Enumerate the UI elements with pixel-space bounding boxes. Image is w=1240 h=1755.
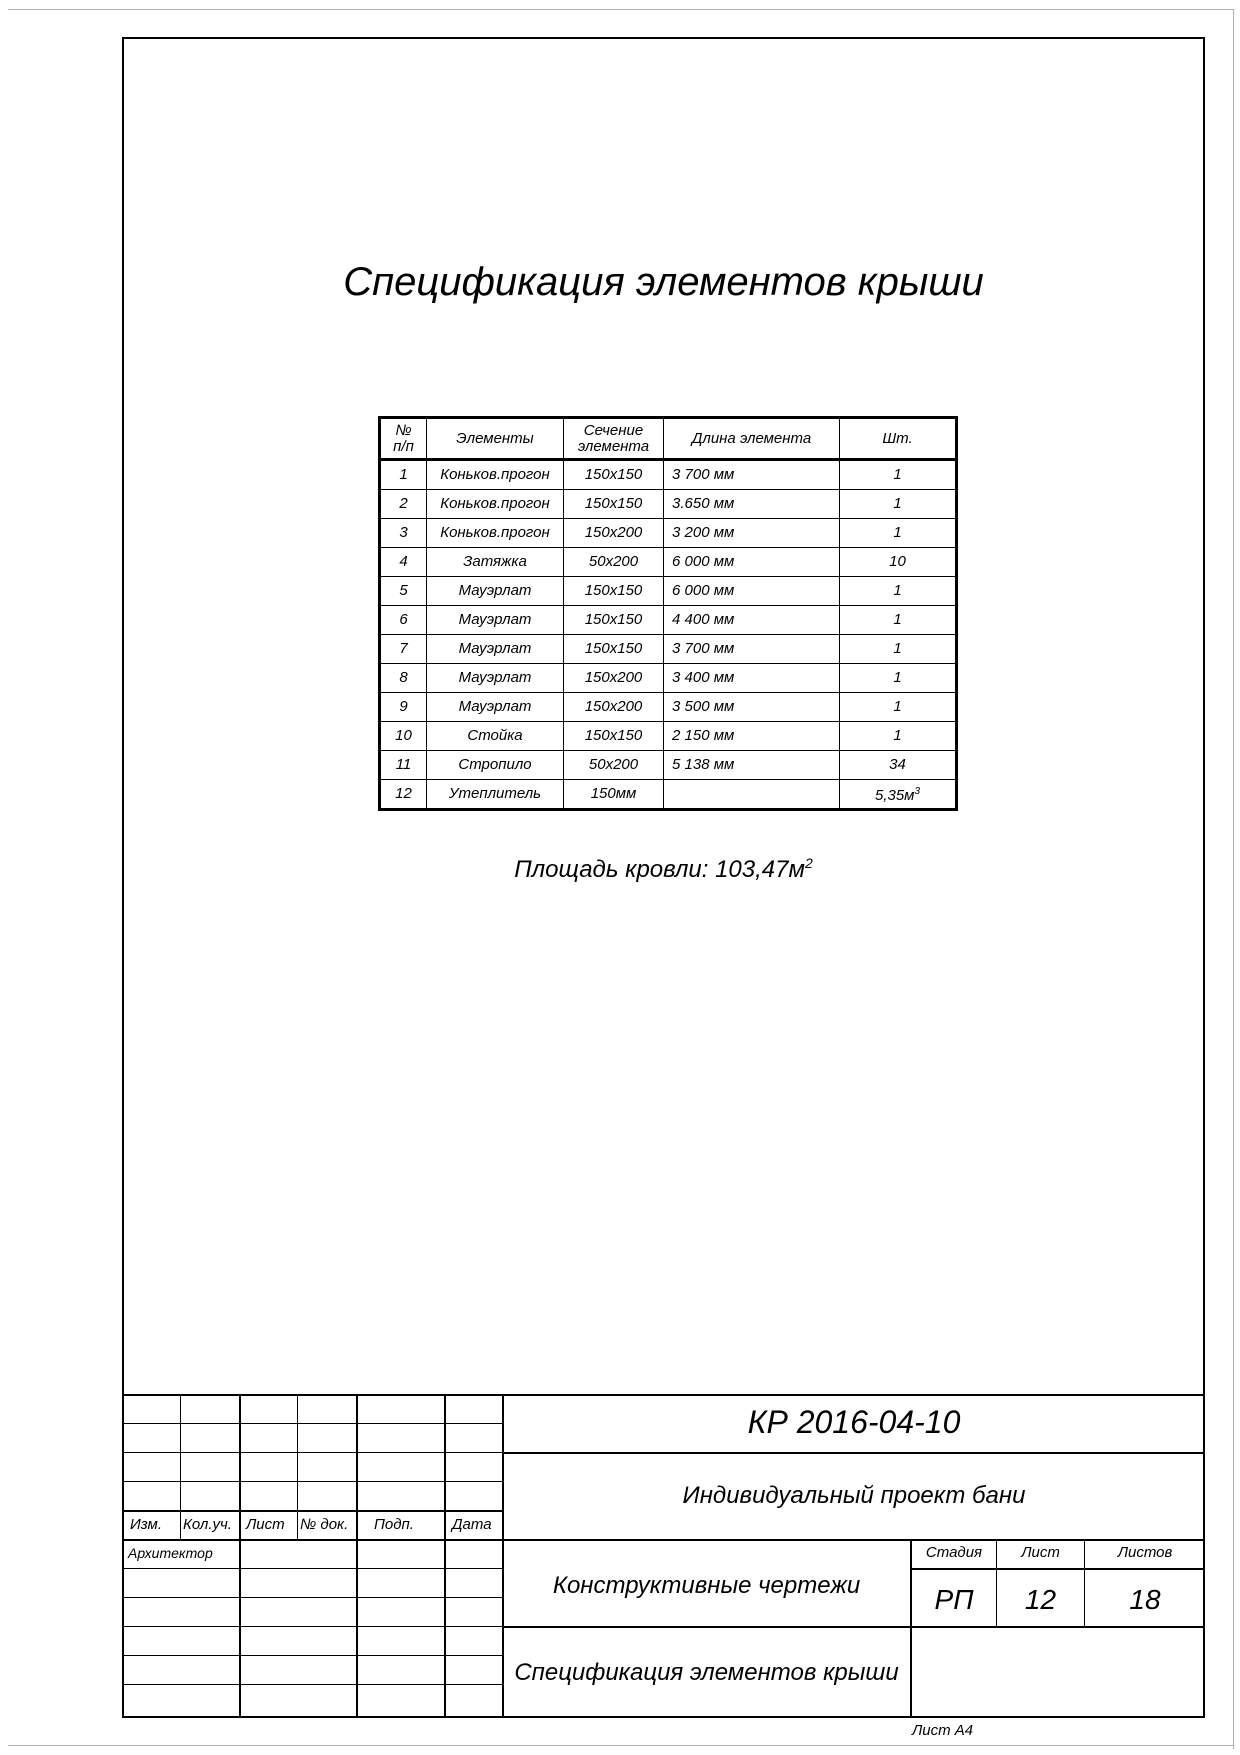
header-qty: Шт. <box>840 418 957 460</box>
document-code: КР 2016-04-10 <box>747 1404 961 1440</box>
cell-element: Мауэрлат <box>427 635 564 664</box>
roof-area: Площадь кровли: $103,47м^2$ <box>514 855 813 883</box>
cell-section: 150х150 <box>564 460 664 490</box>
cell-element: Мауэрлат <box>427 577 564 606</box>
project-name: Индивидуальный проект бани <box>682 1482 1026 1509</box>
table-row <box>380 577 957 606</box>
sheet-edge <box>1233 9 1234 1749</box>
cell-length: 2 150 мм <box>664 722 840 751</box>
cell-num: 9 <box>380 693 427 722</box>
table-row <box>380 693 957 722</box>
cell-element: Коньков.прогон <box>427 490 564 519</box>
cell-qty: 34 <box>840 751 957 780</box>
cell-num: 12 <box>380 780 427 810</box>
stage-value: РП <box>934 1584 974 1615</box>
cell-num: 10 <box>380 722 427 751</box>
cell-element: Мауэрлат <box>427 664 564 693</box>
sheet-label: Лист <box>1021 1544 1060 1561</box>
cell-element: Коньков.прогон <box>427 519 564 548</box>
cell-length: 3 500 мм <box>664 693 840 722</box>
cell-qty: 1 <box>840 722 957 751</box>
cell-length: 3 700 мм <box>664 635 840 664</box>
sheets-label: Листов <box>1117 1544 1173 1561</box>
cell-element: Мауэрлат <box>427 693 564 722</box>
cell-element: Стропило <box>427 751 564 780</box>
cell-section: 150х150 <box>564 722 664 751</box>
cell-qty: 1 <box>840 460 957 490</box>
col-label-date: Дата <box>452 1516 492 1533</box>
sheet-edge <box>8 9 1233 10</box>
table-row <box>380 460 957 490</box>
cell-qty: 1 <box>840 606 957 635</box>
table-row <box>380 751 957 780</box>
section-name: Конструктивные чертежи <box>552 1572 861 1599</box>
table-row <box>380 606 957 635</box>
cell-num: 4 <box>380 548 427 577</box>
sheet-format-label: Лист А4 <box>912 1722 974 1739</box>
cell-section: 150мм <box>564 780 664 810</box>
header-length: Длина элемента <box>664 418 840 460</box>
table-row <box>380 780 957 810</box>
cell-num: 11 <box>380 751 427 780</box>
page-title: Спецификация элементов крыши <box>343 260 984 304</box>
cell-qty: 1 <box>840 577 957 606</box>
sheet-edge <box>8 1745 1233 1746</box>
table-row <box>380 548 957 577</box>
cell-qty: $5,35м^3$ <box>840 780 957 810</box>
sheet-name: Спецификация элементов крыши <box>514 1659 899 1686</box>
cell-section: 150х150 <box>564 490 664 519</box>
title-block <box>122 1394 1205 1718</box>
table-row <box>380 722 957 751</box>
cell-length: 4 400 мм <box>664 606 840 635</box>
cell-element: Мауэрлат <box>427 606 564 635</box>
cell-element: Утеплитель <box>427 780 564 810</box>
cell-section: 150х200 <box>564 693 664 722</box>
cell-length: 3 400 мм <box>664 664 840 693</box>
cell-section: 150х150 <box>564 635 664 664</box>
cell-num: 1 <box>380 460 427 490</box>
cell-qty: 10 <box>840 548 957 577</box>
cell-num: 3 <box>380 519 427 548</box>
cell-num: 2 <box>380 490 427 519</box>
table-header-row <box>380 418 957 460</box>
cell-length: 3.650 мм <box>664 490 840 519</box>
cell-length: 3 200 мм <box>664 519 840 548</box>
header-element: Элементы <box>427 418 564 460</box>
table-row <box>380 635 957 664</box>
table-row <box>380 664 957 693</box>
table-row <box>380 519 957 548</box>
col-label-doc: № док. <box>300 1516 349 1533</box>
cell-qty: 1 <box>840 490 957 519</box>
cell-num: 6 <box>380 606 427 635</box>
table-row <box>380 490 957 519</box>
cell-length: 6 000 мм <box>664 548 840 577</box>
header-section: Сечение элемента <box>564 418 664 460</box>
header-num: № п/п <box>380 418 427 460</box>
cell-qty: 1 <box>840 664 957 693</box>
specification-table <box>378 416 958 811</box>
cell-section: 50х200 <box>564 751 664 780</box>
cell-qty: 1 <box>840 635 957 664</box>
cell-num: 7 <box>380 635 427 664</box>
cell-section: 50х200 <box>564 548 664 577</box>
cell-length <box>664 780 840 810</box>
col-label-podp: Подп. <box>374 1516 414 1533</box>
cell-section: 150х200 <box>564 664 664 693</box>
col-label-kol-uch: Кол.уч. <box>183 1516 232 1533</box>
cell-length: 5 138 мм <box>664 751 840 780</box>
cell-element: Затяжка <box>427 548 564 577</box>
cell-num: 5 <box>380 577 427 606</box>
cell-qty: 1 <box>840 519 957 548</box>
cell-section: 150х200 <box>564 519 664 548</box>
sheet-number: 12 <box>1024 1584 1057 1615</box>
cell-qty: 1 <box>840 693 957 722</box>
sheets-total: 18 <box>1129 1584 1161 1615</box>
col-label-izm: Изм. <box>130 1516 162 1533</box>
cell-element: Стойка <box>427 722 564 751</box>
cell-section: 150х150 <box>564 577 664 606</box>
stage-label: Стадия <box>925 1544 983 1561</box>
role-architect: Архитектор <box>128 1545 213 1561</box>
cell-element: Коньков.прогон <box>427 460 564 490</box>
cell-num: 8 <box>380 664 427 693</box>
col-label-list: Лист <box>246 1516 285 1533</box>
cell-section: 150х150 <box>564 606 664 635</box>
cell-length: 3 700 мм <box>664 460 840 490</box>
cell-length: 6 000 мм <box>664 577 840 606</box>
